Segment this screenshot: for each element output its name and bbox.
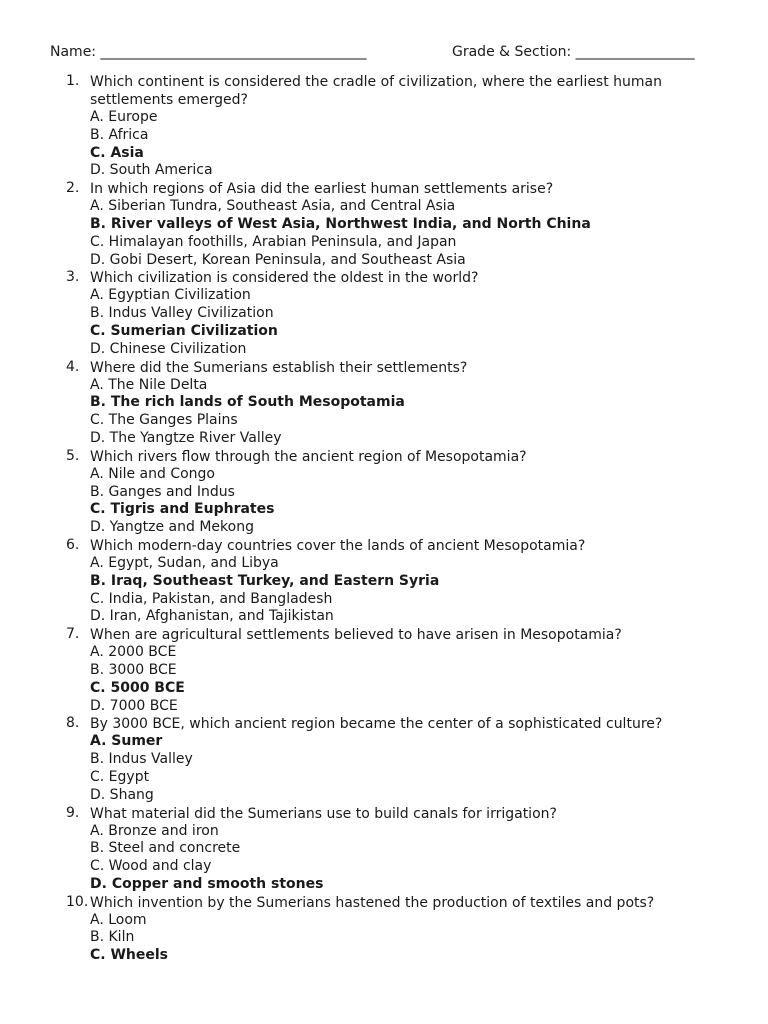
answer-option: B. Kiln — [90, 929, 135, 946]
question-number: 10. — [66, 893, 89, 910]
question-item — [0, 269, 768, 358]
question-item — [0, 715, 768, 804]
answer-option: D. Shang — [90, 786, 154, 803]
question-item — [0, 448, 768, 537]
question-list — [0, 73, 768, 965]
question-text: Where did the Sumerians establish their settlements? — [90, 359, 468, 376]
worksheet-header — [50, 44, 710, 64]
answer-option: B. Africa — [90, 126, 149, 143]
question-text: What material did the Sumerians use to build canals for irrigation? — [90, 805, 557, 822]
answer-option: A. Loom — [90, 911, 147, 928]
answer-option-correct: C. Tigris and Euphrates — [90, 501, 275, 518]
answer-option: D. Yangtze and Mekong — [90, 519, 254, 536]
question-text: Which modern-day countries cover the lands of ancient Mesopotamia? — [90, 537, 586, 554]
grade-section-field-label: Grade & Section: _________________ — [452, 44, 695, 60]
answer-option: C. India, Pakistan, and Bangladesh — [90, 590, 333, 607]
question-number: 9. — [66, 804, 80, 821]
question-text: Which continent is considered the cradle of civilization, where the earliest human settlements emerged? — [90, 74, 663, 108]
answer-option: C. Himalayan foothills, Arabian Peninsula, and Japan — [90, 233, 457, 250]
question-text: Which civilization is considered the oldest in the world? — [90, 270, 479, 287]
question-number: 8. — [66, 715, 80, 732]
answer-option-correct: B. The rich lands of South Mesopotamia — [90, 394, 405, 411]
question-text: Which rivers flow through the ancient region of Mesopotamia? — [90, 448, 527, 465]
answer-option: B. Indus Valley Civilization — [90, 305, 274, 322]
answer-option: A. The Nile Delta — [90, 376, 208, 393]
answer-option-correct: C. 5000 BCE — [90, 679, 185, 696]
question-number: 1. — [66, 73, 80, 89]
answer-option: A. 2000 BCE — [90, 644, 177, 661]
question-text: By 3000 BCE, which ancient region became the center of a sophisticated culture? — [90, 716, 663, 733]
answer-option: A. Bronze and iron — [90, 822, 219, 839]
answer-option: D. 7000 BCE — [90, 697, 178, 714]
question-number: 7. — [66, 626, 80, 643]
answer-option: B. 3000 BCE — [90, 661, 177, 678]
question-number: 5. — [66, 447, 80, 464]
question-item — [0, 894, 768, 965]
question-item — [0, 73, 768, 180]
question-text: In which regions of Asia did the earliest human settlements arise? — [90, 181, 554, 198]
answer-option: A. Egyptian Civilization — [90, 287, 251, 304]
answer-option-correct: D. Copper and smooth stones — [90, 875, 324, 892]
question-item — [0, 359, 768, 448]
question-item — [0, 537, 768, 626]
answer-option-correct: C. Asia — [90, 144, 144, 161]
answer-option: D. Iran, Afghanistan, and Tajikistan — [90, 608, 334, 625]
answer-option: C. Wood and clay — [90, 858, 212, 875]
answer-option: B. Ganges and Indus — [90, 483, 235, 500]
question-item — [0, 805, 768, 894]
answer-option: A. Siberian Tundra, Southeast Asia, and Central Asia — [90, 198, 456, 215]
question-item — [0, 626, 768, 715]
answer-option-correct: C. Wheels — [90, 947, 168, 964]
answer-option: D. South America — [90, 162, 213, 179]
answer-option-correct: C. Sumerian Civilization — [90, 322, 278, 339]
answer-option-correct: B. River valleys of West Asia, Northwest India, and North China — [90, 215, 591, 232]
answer-option: B. Indus Valley — [90, 751, 193, 768]
question-number: 6. — [66, 536, 80, 553]
question-number: 4. — [66, 358, 80, 375]
answer-option: C. The Ganges Plains — [90, 412, 238, 429]
question-number: 2. — [66, 180, 80, 197]
answer-option-correct: A. Sumer — [90, 733, 163, 750]
answer-option: A. Egypt, Sudan, and Libya — [90, 554, 279, 571]
name-field-label: Name: ______________________________________ — [50, 44, 367, 60]
question-text: Which invention by the Sumerians hastened the production of textiles and pots? — [90, 894, 655, 911]
answer-option: D. Gobi Desert, Korean Peninsula, and Southeast Asia — [90, 251, 466, 268]
answer-option: A. Europe — [90, 109, 158, 125]
answer-option-correct: B. Iraq, Southeast Turkey, and Eastern Syria — [90, 572, 440, 589]
answer-option: D. The Yangtze River Valley — [90, 429, 282, 446]
answer-option: D. Chinese Civilization — [90, 340, 247, 357]
answer-option: C. Egypt — [90, 768, 150, 785]
question-item — [0, 180, 768, 269]
answer-option: A. Nile and Congo — [90, 465, 216, 482]
question-text: When are agricultural settlements believed to have arisen in Mesopotamia? — [90, 627, 622, 644]
question-number: 3. — [66, 269, 80, 286]
answer-option: B. Steel and concrete — [90, 840, 241, 857]
